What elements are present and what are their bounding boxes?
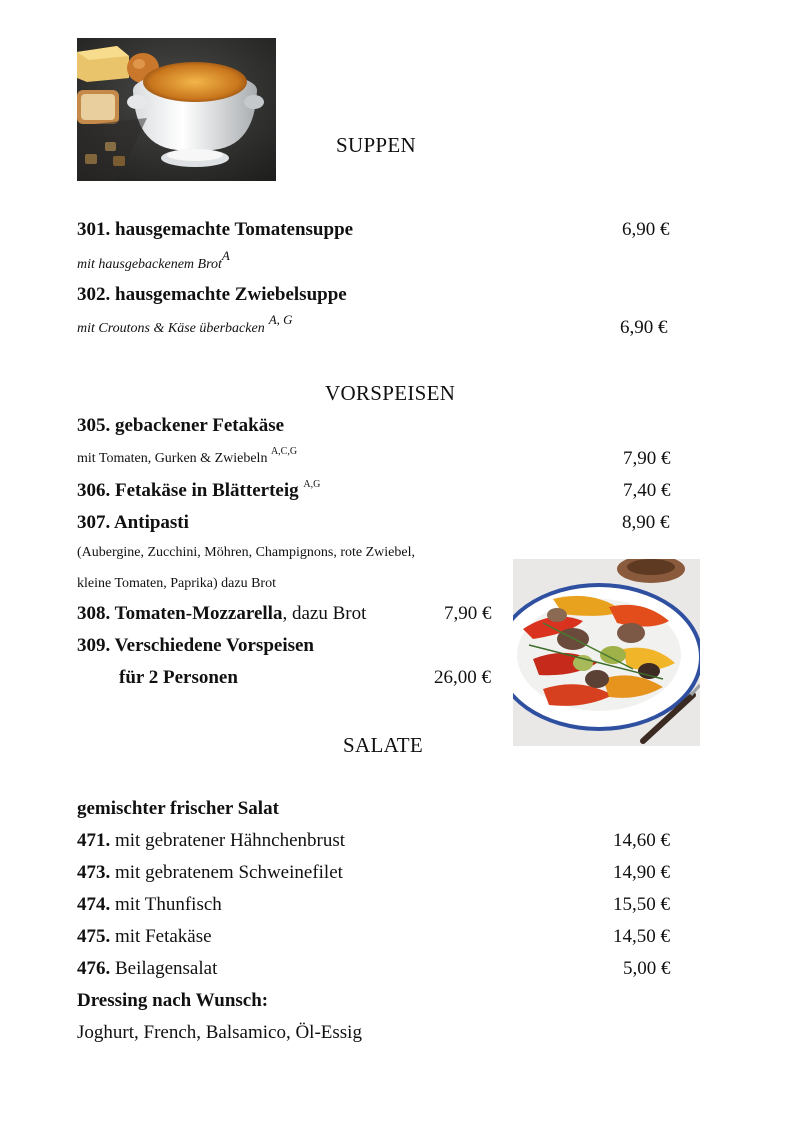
item-301-title: 301. hausgemachte Tomatensuppe [77, 219, 354, 240]
salad-row-471 [77, 830, 345, 852]
salad-475-number: 475. [77, 926, 111, 947]
item-305-title: 305. gebackener Fetakäse [77, 415, 285, 436]
item-302-title: 302. hausgemachte Zwiebelsuppe [77, 284, 347, 305]
salad-476-number: 476. [77, 958, 111, 979]
item-302-description [77, 312, 293, 337]
salad-471-number: 471. [77, 830, 111, 851]
section-heading-salate: SALATE [343, 733, 423, 757]
salad-474-price: 15,50 € [613, 894, 670, 915]
salad-474-name: mit Thunfisch [110, 894, 222, 915]
item-308-suffix: , dazu Brot [282, 603, 367, 624]
salad-471-name: mit gebratener Hähnchenbrust [110, 830, 346, 851]
item-307-title: 307. Antipasti [77, 512, 189, 533]
item-305-desc-text: mit Tomaten, Gurken & Zwiebeln [77, 451, 268, 466]
item-307-description-line1: (Aubergine, Zucchini, Möhren, Champignons, rote Zwiebel, [77, 545, 415, 560]
salad-474-number: 474. [77, 894, 111, 915]
salad-473-price: 14,90 € [613, 862, 670, 883]
item-308-price: 7,90 € [444, 603, 492, 624]
salad-intro: gemischter frischer Salat [77, 798, 279, 819]
salad-475-name: mit Fetakäse [110, 926, 212, 947]
item-306-title: 306. Fetakäse in Blätterteig [77, 480, 299, 501]
item-301-desc-text: mit hausgebackenem Brot [77, 257, 222, 272]
salad-475-price: 14,50 € [613, 926, 670, 947]
soup-photo [77, 38, 276, 181]
salad-476-price: 5,00 € [623, 958, 671, 979]
item-302-desc-text: mit Croutons & Käse überbacken [77, 321, 265, 336]
item-301-price: 6,90 € [622, 219, 670, 240]
item-306-price: 7,40 € [623, 480, 671, 501]
item-302-allergens: A, G [268, 312, 293, 328]
item-308-line [77, 603, 366, 625]
item-301-allergens: A [221, 248, 230, 264]
salad-row-473 [77, 862, 343, 884]
dressing-options: Joghurt, French, Balsamico, Öl-Essig [77, 1022, 362, 1043]
salad-471-price: 14,60 € [613, 830, 670, 851]
item-307-description-line2: kleine Tomaten, Paprika) dazu Brot [77, 576, 276, 591]
section-heading-vorspeisen: VORSPEISEN [325, 381, 456, 405]
vegetables-photo [513, 559, 700, 746]
item-305-allergens: A,C,G [270, 446, 298, 458]
salad-476-name: Beilagensalat [110, 958, 218, 979]
salad-473-number: 473. [77, 862, 111, 883]
item-309-title-line1: 309. Verschiedene Vorspeisen [77, 635, 314, 656]
item-309-price: 26,00 € [434, 667, 491, 688]
salad-row-476 [77, 958, 217, 980]
item-305-description [77, 446, 298, 467]
item-306-line [77, 480, 320, 502]
item-305-price: 7,90 € [623, 448, 671, 469]
salad-row-475 [77, 926, 212, 948]
salad-473-name: mit gebratenem Schweinefilet [110, 862, 343, 883]
item-309-title-line2: für 2 Personen [119, 667, 238, 688]
item-302-price: 6,90 € [620, 317, 668, 338]
item-308-title: 308. Tomaten-Mozzarella [77, 603, 283, 624]
section-heading-suppen: SUPPEN [336, 133, 416, 157]
item-307-price: 8,90 € [622, 512, 670, 533]
item-306-allergens: A,G [303, 478, 321, 490]
salad-row-474 [77, 894, 222, 916]
dressing-label: Dressing nach Wunsch: [77, 990, 269, 1011]
item-301-description [77, 248, 230, 273]
